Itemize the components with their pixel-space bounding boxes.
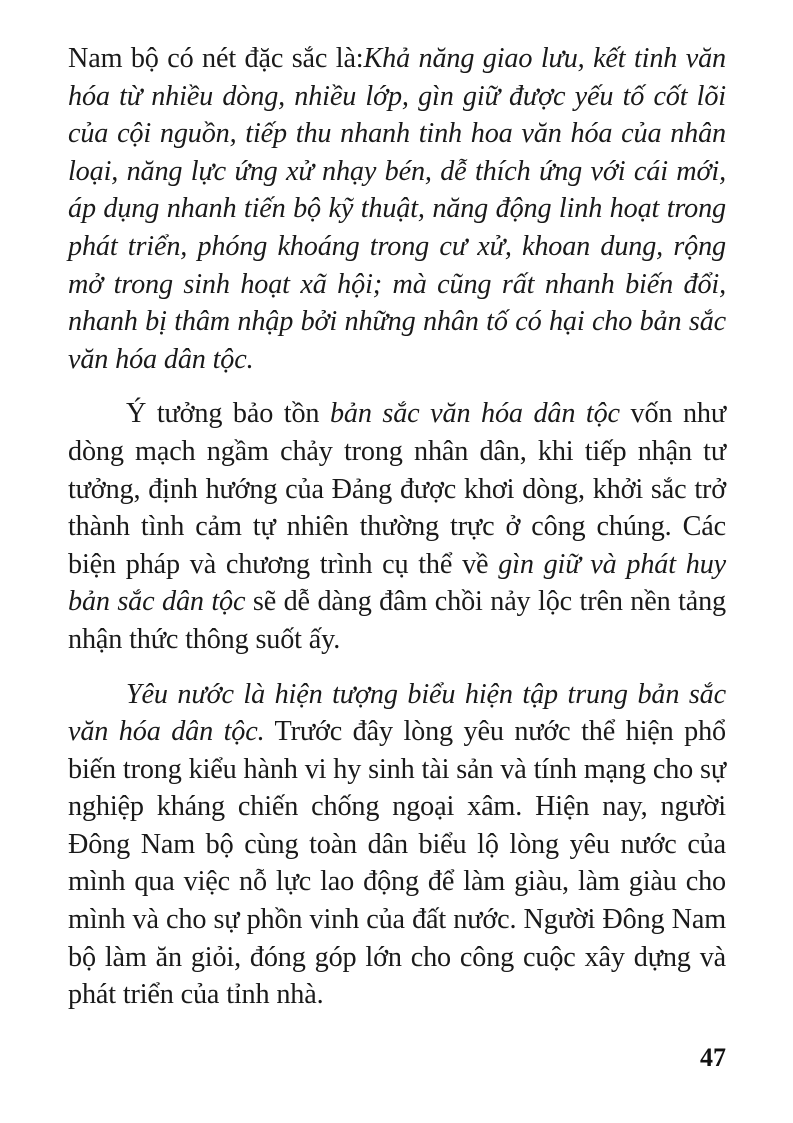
paragraph-1 (68, 40, 726, 378)
paragraph-2-text-a: Ý tưởng bảo tồn (126, 398, 330, 430)
paragraph-1-text: Nam bộ có nét đặc sắc là: (68, 43, 364, 74)
paragraph-2 (68, 395, 726, 658)
paragraph-2-italic-b: gìn giữ và phát huy bản sắc dân tộc (68, 548, 726, 618)
paragraph-2-text-b: vốn như dòng mạch ngầm chảy trong nhân dân, khi tiếp nhận tư tưởng, định hướng của Đảng được khơi dòng, khởi sắc trở thành tình cảm tự nhiên thường trực ở công chúng. Các biện pháp và chương trình cụ thể về (68, 398, 726, 580)
paragraph-2-italic-a: bản sắc văn hóa dân tộc (329, 398, 620, 430)
paragraph-1-italic-text: Khả năng giao lưu, kết tinh văn hóa từ nhiều dòng, nhiều lớp, gìn giữ được yếu tố cốt lõi của cội nguồn, tiếp thu nhanh tinh hoa văn hóa của nhân loại, năng lực ứng xử nhạy bén, dễ thích ứng với cái mới, áp dụng nhanh tiến bộ kỹ thuật, năng động linh hoạt trong phát triển, phóng khoáng trong cư xử, khoan dung, rộng mở trong sinh hoạt xã hội; mà cũng rất nhanh biến đổi, nhanh bị thâm nhập bởi những nhân tố có hại cho bản sắc văn hóa dân tộc. (68, 43, 726, 375)
paragraph-3-italic-text: Yêu nước là hiện tượng biểu hiện tập trung bản sắc văn hóa dân tộc. (68, 678, 726, 748)
page-number: 47 (700, 1043, 726, 1072)
paragraph-3-text: Trước đây lòng yêu nước thể hiện phổ biến trong kiểu hành vi hy sinh tài sản và tính mạng cho sự nghiệp kháng chiến chống ngoại xâm. Hiện nay, người Đông Nam bộ cùng toàn dân biểu lộ lòng yêu nước của mình qua việc nỗ lực lao động để làm giàu, làm giàu cho mình và cho sự phồn vinh của đất nước. Người Đông Nam bộ làm ăn giỏi, đóng góp lớn cho công cuộc xây dựng và phát triển của tỉnh nhà. (68, 716, 726, 1011)
paragraph-3 (68, 676, 726, 1014)
page-body (68, 40, 726, 1014)
paragraph-2-text-c: sẽ dễ dàng đâm chồi nảy lộc trên nền tảng nhận thức thông suốt ấy. (68, 586, 727, 655)
